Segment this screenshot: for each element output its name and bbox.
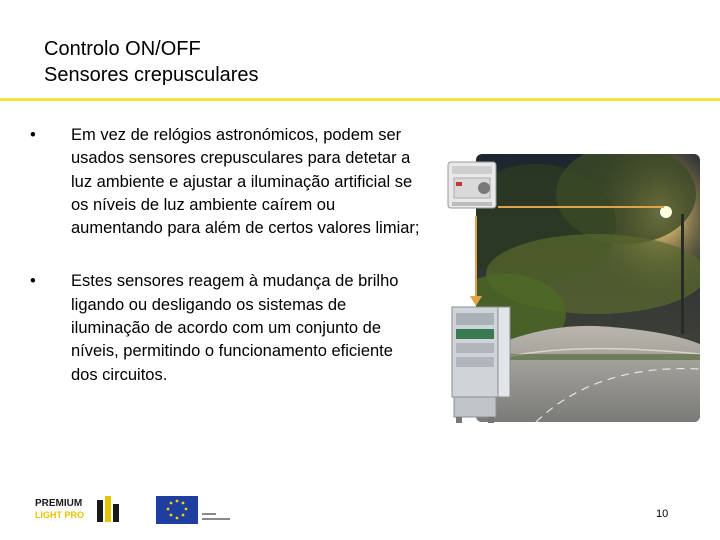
bullet-text: Em vez de relógios astronómicos, podem ser usados sensores crepusculares para detetar a luz ambiente e ajustar a iluminação artificial se os níveis de luz ambiente caírem ou aumentando para além de certos valores limiar; <box>71 126 420 238</box>
eu-funding-logo <box>156 496 236 524</box>
title-line-2: Sensores crepusculares <box>44 64 259 86</box>
twilight-sensor-device <box>446 158 498 212</box>
title-line-1: Controlo ON/OFF <box>44 38 201 60</box>
bullet-item <box>30 270 422 386</box>
page-number: 10 <box>656 508 669 520</box>
logo-text-lightpro: LIGHT PRO <box>35 510 84 520</box>
bullet-list <box>30 124 422 387</box>
slide-title <box>44 36 259 88</box>
bullet-item <box>30 124 422 240</box>
bullet-dot: • <box>30 272 36 291</box>
electrical-cabinet-image <box>446 305 514 423</box>
title-divider <box>0 98 720 101</box>
logo-text-premium: PREMIUM <box>35 498 83 509</box>
bullet-dot: • <box>30 126 36 144</box>
premium-light-pro-logo <box>33 494 125 526</box>
bullet-text: Estes sensores reagem à mudança de brilho ligando ou desligando os sistemas de iluminação de acordo com um conjunto de níveis, permitindo o funcionamento eficiente dos circuitos. <box>71 272 399 384</box>
